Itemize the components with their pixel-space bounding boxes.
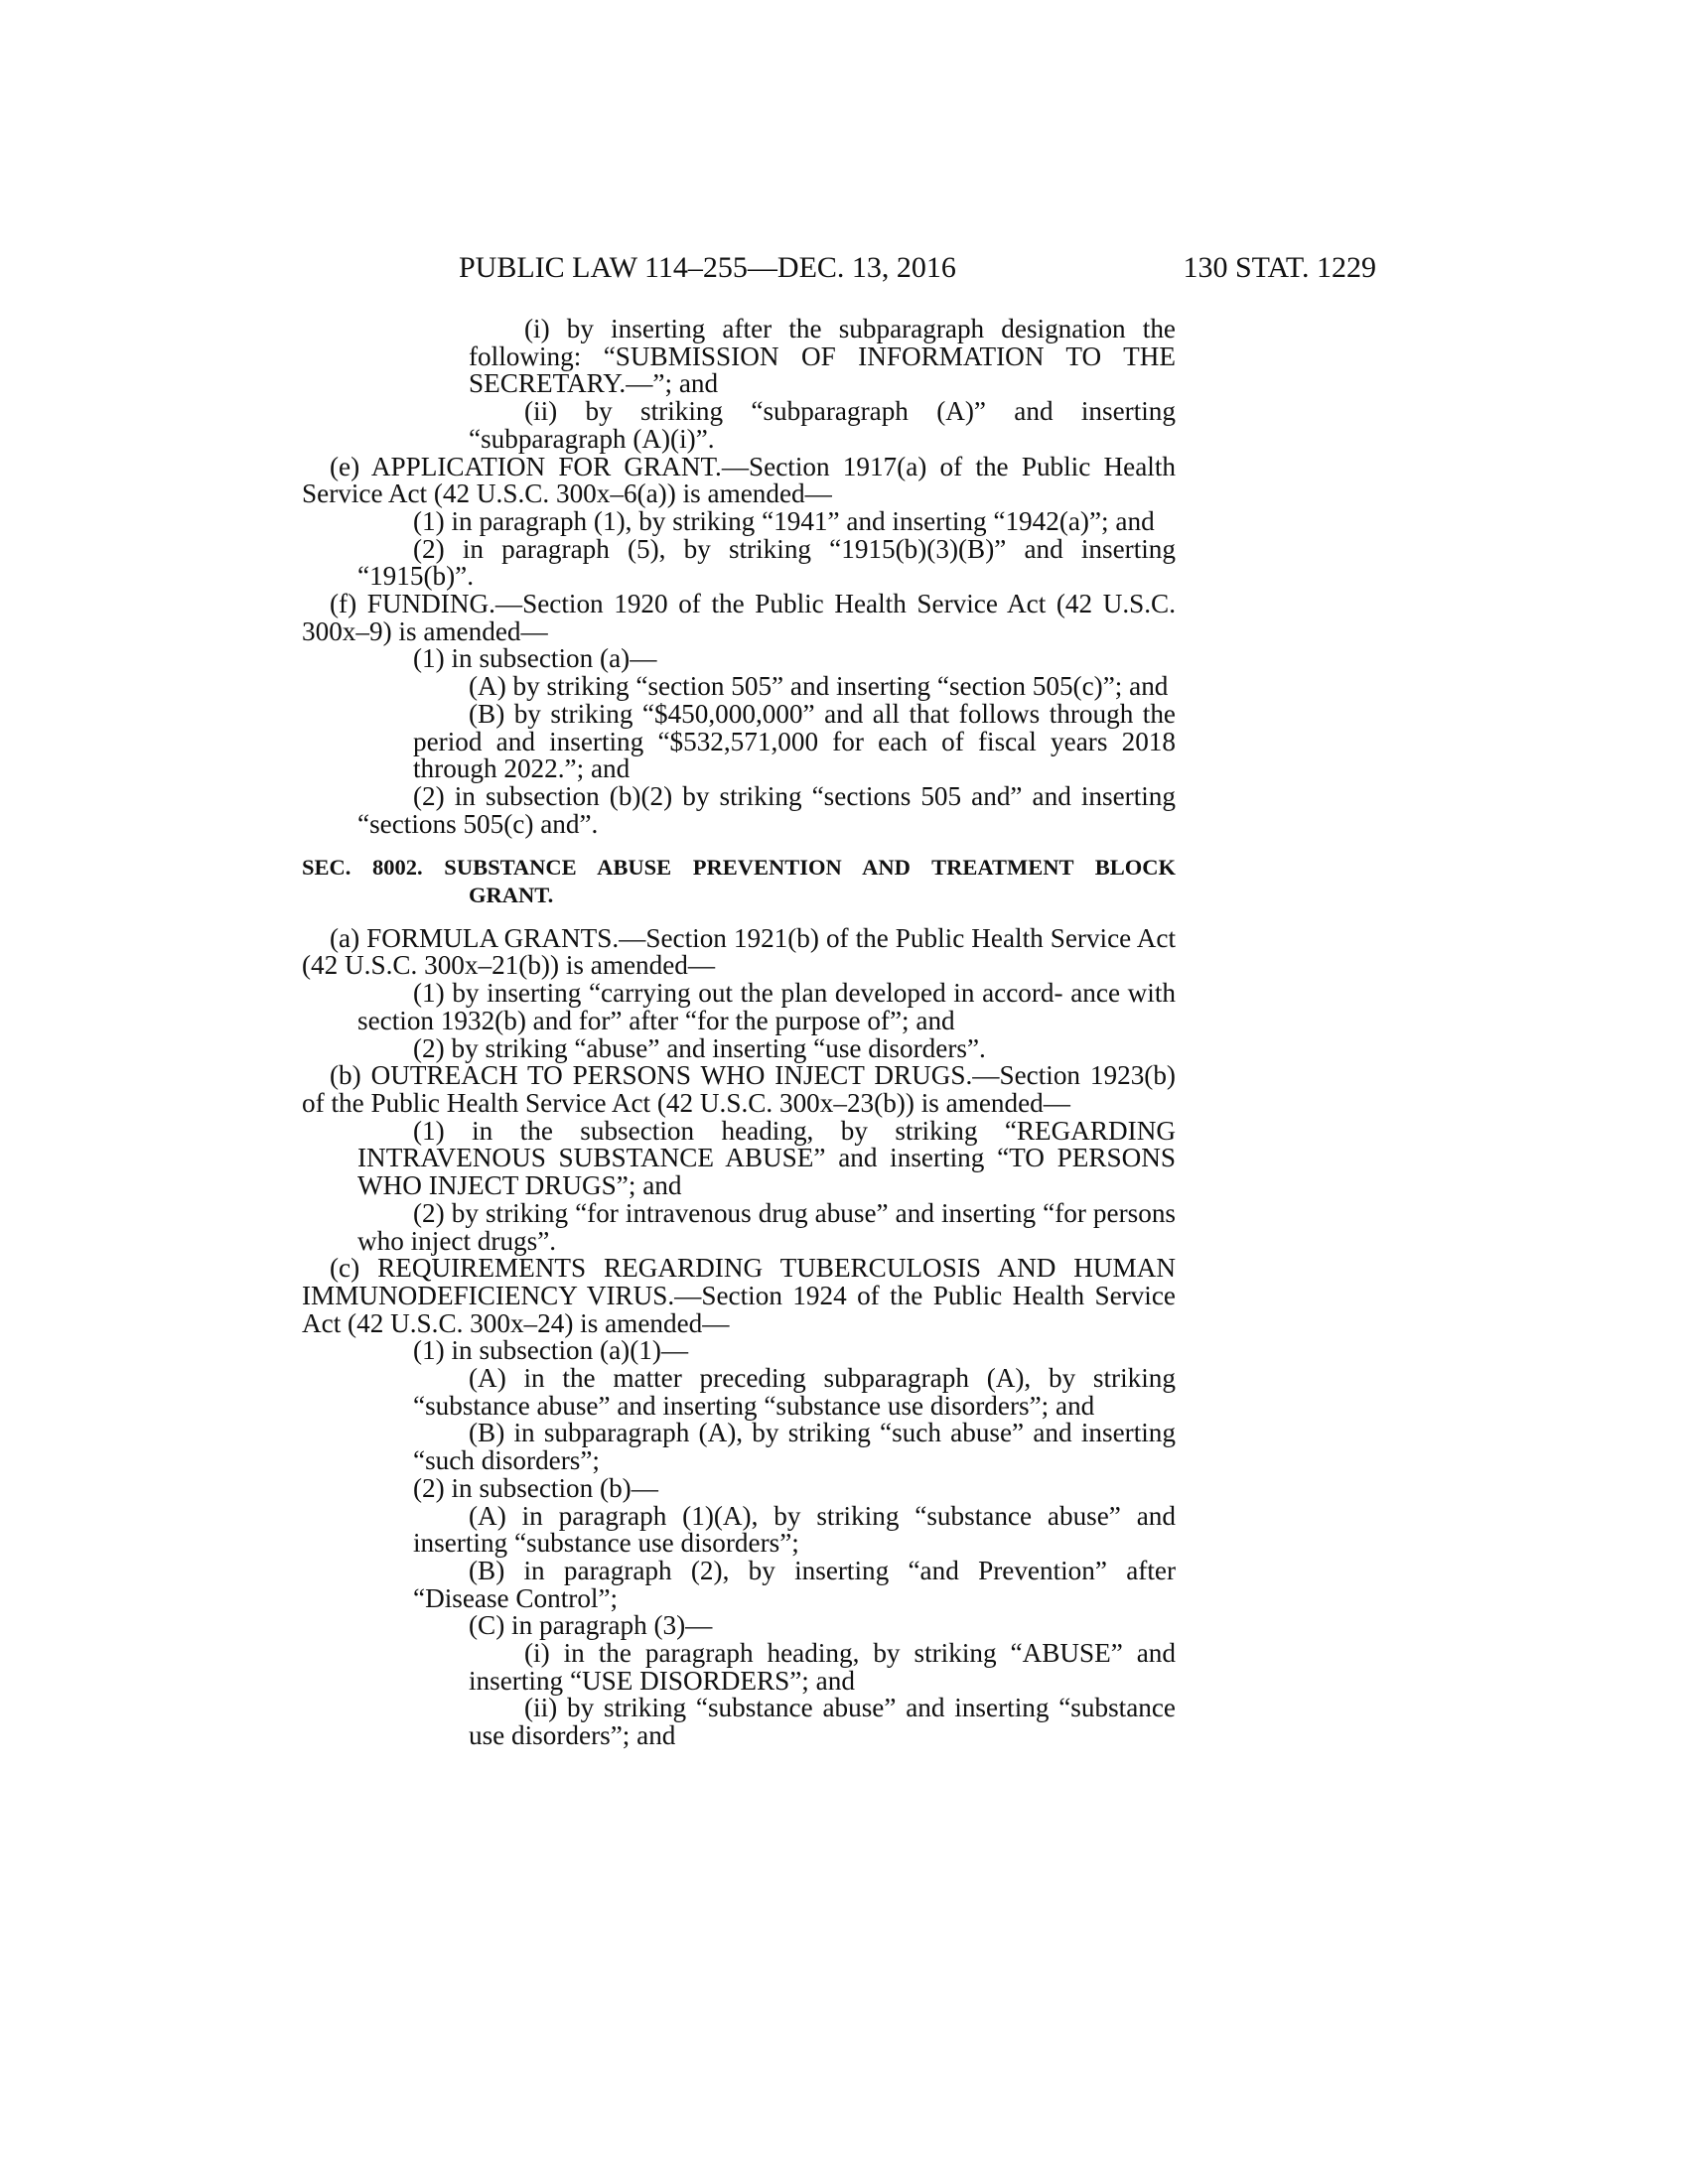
body-text [302, 316, 1176, 1750]
section-heading [302, 854, 1176, 908]
paragraph: (1) by inserting “carrying out the plan developed in accord- ance with section 1932(b) and for” after “for the purpose of”; and [357, 978, 1176, 1035]
subparagraph: (B) by striking “$450,000,000” and all that follows through the period and inserting “$532,571,000 for each of fiscal years 2018 through 2022.”; and [413, 698, 1176, 784]
clause-paragraph: (ii) by striking “substance abuse” and inserting “substance use disorders”; and [469, 1693, 1176, 1751]
paragraph: (2) by striking “for intravenous drug abuse” and inserting “for persons who inject drugs”. [357, 1197, 1176, 1256]
paragraph: (2) by striking “abuse” and inserting “use disorders”. [413, 1032, 986, 1063]
section-heading-line: GRANT. [469, 883, 554, 908]
subsection-paragraph: (e) APPLICATION FOR GRANT.—Section 1917(a) of the Public Health Service Act (42 U.S.C. 300x–6(a)) is amended— [302, 451, 1176, 509]
header-law-citation: PUBLIC LAW 114–255—DEC. 13, 2016 [459, 251, 956, 284]
paragraph: (1) in subsection (a)(1)— [413, 1335, 689, 1366]
paragraph: (1) in subsection (a)— [413, 643, 657, 674]
header-page-number: 130 STAT. 1229 [1183, 251, 1376, 284]
paragraph: (2) in subsection (b)(2) by striking “sections 505 and” and inserting “sections 505(c) and”. [357, 780, 1176, 839]
subparagraph: (A) in paragraph (1)(A), by striking “substance abuse” and inserting “substance use disorders”; [413, 1500, 1176, 1559]
paragraph: (2) in subsection (b)— [413, 1472, 658, 1503]
subsection-paragraph: (c) REQUIREMENTS REGARDING TUBERCULOSIS AND HUMAN IMMUNODEFICIENCY VIRUS.—Section 1924 of the Public Health Service Act (42 U.S.C. 300x–24) is amended— [302, 1253, 1176, 1338]
subsection-paragraph: (f) FUNDING.—Section 1920 of the Public Health Service Act (42 U.S.C. 300x–9) is amended— [302, 589, 1176, 646]
running-header [459, 246, 1376, 290]
paragraph: (1) in paragraph (1), by striking “1941” and inserting “1942(a)”; and [413, 505, 1155, 536]
section-heading-line: SEC. 8002. SUBSTANCE ABUSE PREVENTION AND TREATMENT BLOCK [302, 855, 1176, 881]
subparagraph: (C) in paragraph (3)— [469, 1610, 713, 1641]
subsection-paragraph: (b) OUTREACH TO PERSONS WHO INJECT DRUGS.—Section 1923(b) of the Public Health Service Act (42 U.S.C. 300x–23(b)) is amended— [302, 1060, 1176, 1118]
clause-paragraph: (ii) by striking “subparagraph (A)” and inserting “subparagraph (A)(i)”. [469, 396, 1176, 454]
clause-paragraph: (i) by inserting after the subparagraph designation the following: “SUBMISSION OF INFORMATION TO THE SECRETARY.—”; and [469, 314, 1176, 399]
subparagraph: (A) by striking “section 505” and inserting “section 505(c)”; and [469, 671, 1169, 702]
clause-paragraph: (i) in the paragraph heading, by striking “ABUSE” and inserting “USE DISORDERS”; and [469, 1638, 1176, 1696]
paragraph: (2) in paragraph (5), by striking “1915(b)(3)(B)” and inserting “1915(b)”. [357, 533, 1176, 592]
subparagraph: (A) in the matter preceding subparagraph (A), by striking “substance abuse” and inserting “substance use disorders”; and [413, 1363, 1176, 1421]
subparagraph: (B) in subparagraph (A), by striking “such abuse” and inserting “such disorders”; [413, 1418, 1176, 1476]
subparagraph: (B) in paragraph (2), by inserting “and Prevention” after “Disease Control”; [413, 1555, 1176, 1613]
paragraph: (1) in the subsection heading, by striking “REGARDING INTRAVENOUS SUBSTANCE ABUSE” and inserting “TO PERSONS WHO INJECT DRUGS”; and [357, 1115, 1176, 1201]
subsection-paragraph: (a) FORMULA GRANTS.—Section 1921(b) of the Public Health Service Act (42 U.S.C. 300x–21(b)) is amended— [302, 922, 1176, 981]
